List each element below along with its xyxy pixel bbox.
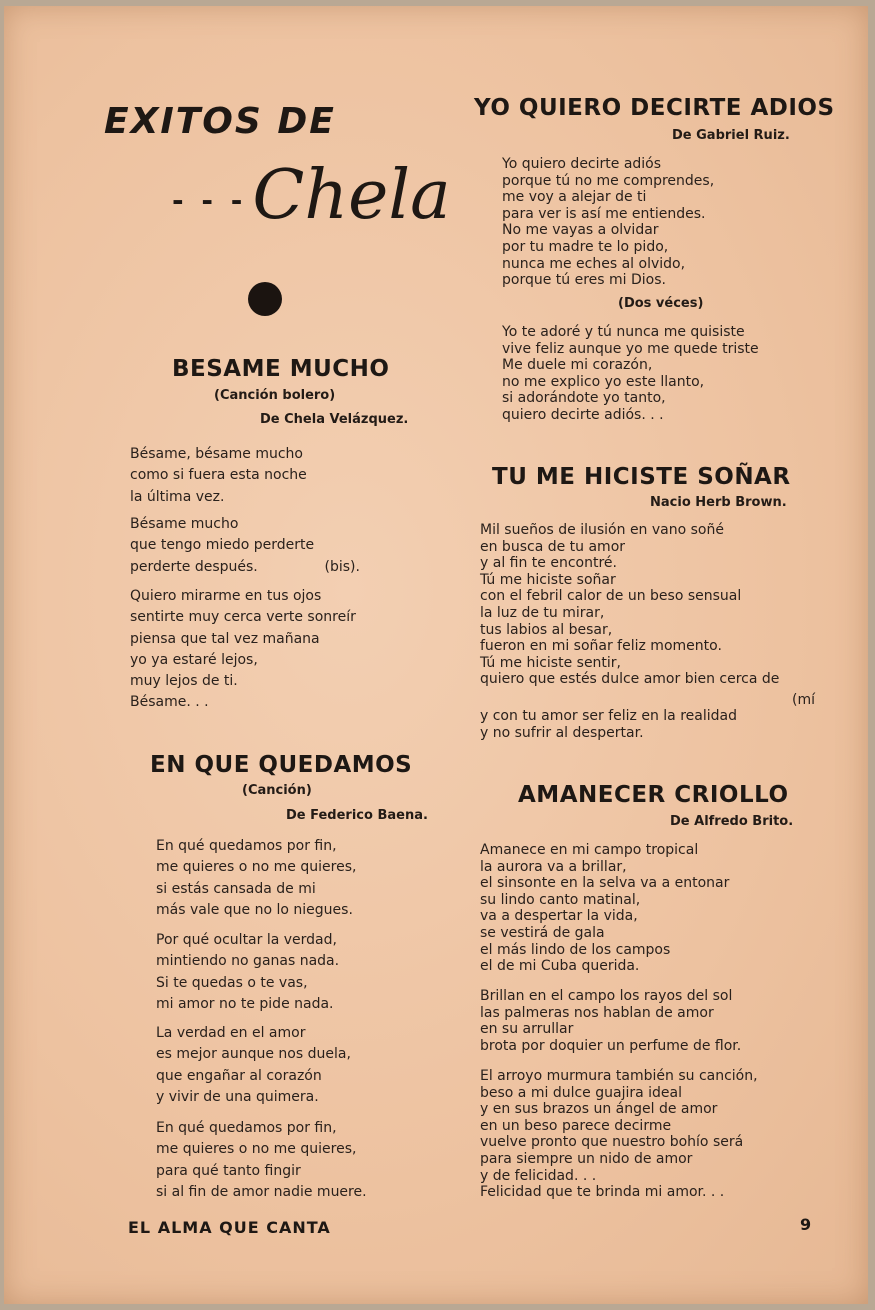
verse-besame-1: Bésame, bésame mucho como si fuera esta noche la última vez. (130, 446, 307, 505)
song-author-en-que-quedamos: De Federico Baena. (286, 808, 428, 823)
song-author-besame-mucho: De Chela Velázquez. (260, 412, 409, 427)
song-title-yo-quiero: YO QUIERO DECIRTE ADIOS (474, 95, 835, 121)
song-author-amanecer-criollo: De Alfredo Brito. (670, 814, 794, 829)
magazine-page (4, 6, 868, 1304)
verse-besame-3: Quiero mirarme en tus ojos sentirte muy cerca verte sonreír piensa que tal vez mañana yo ya estaré lejos, muy lejos de ti. Bésame. . . (130, 588, 356, 711)
verse-besame-2: Bésame mucho que tengo miedo perderte perderte después. (bis). (130, 516, 360, 575)
song-title-besame-mucho: BESAME MUCHO (172, 356, 390, 382)
verse-quedamos-2: Por qué ocultar la verdad, mintiendo no ganas nada. Si te quedas o te vas, mi amor no te pide nada. (156, 932, 340, 1012)
footer-publication-title: EL ALMA QUE CANTA (128, 1218, 331, 1237)
song-title-tu-me-hiciste: TU ME HICISTE SOÑAR (492, 464, 791, 490)
song-author-tu-me-hiciste: Nacio Herb Brown. (650, 495, 787, 510)
song-subtitle-besame-mucho: (Canción bolero) (214, 388, 336, 403)
page-number: 9 (800, 1215, 812, 1234)
song-author-yo-quiero: De Gabriel Ruiz. (672, 128, 790, 143)
header-dash: - - - (172, 184, 247, 217)
verse-sonar-1: Mil sueños de ilusión en vano soñé en busca de tu amor y al fin te encontré. Tú me hiciste soñar con el febril calor de un beso sensual la luz de tu mirar, tus labios al besar, fueron en mi soñar feliz momento. Tú me hiciste sentir, quiero que estés dulce amor bien cerca de (480, 522, 780, 688)
header-exitos: EXITOS DE (104, 101, 336, 142)
verse-amanecer-2: Brillan en el campo los rayos del sol las palmeras nos hablan de amor en su arrullar brota por doquier un perfume de flor. (480, 988, 742, 1054)
verse-amanecer-1: Amanece en mi campo tropical la aurora va a brillar, el sinsonte en la selva va a entonar su lindo canto matinal, va a despertar la vida, se vestirá de gala el más lindo de los campos el de mi Cuba querida. (480, 842, 730, 975)
verse-sonar-2: y con tu amor ser feliz en la realidad y no sufrir al despertar. (480, 708, 737, 741)
song-subtitle-en-que-quedamos: (Canción) (242, 783, 312, 798)
verse-quedamos-3: La verdad en el amor es mejor aunque nos duela, que engañar al corazón y vivir de una quimera. (156, 1025, 351, 1105)
verse-quedamos-4: En qué quedamos por fin, me quieres o no me quieres, para qué tanto fingir si al fin de amor nadie muere. (156, 1120, 367, 1200)
verse-amanecer-3: El arroyo murmura también su canción, beso a mi dulce guajira ideal y en sus brazos un ángel de amor en un beso parece decirme vuelve pronto que nuestro bohío será para siempre un nido de amor y de felicidad. . . Felicidad que te brinda mi amor. . . (480, 1068, 758, 1201)
verse-adios-2: Yo te adoré y tú nunca me quisiste vive feliz aunque yo me quede triste Me duele mi corazón, no me explico yo este llanto, si adorándote yo tanto, quiero decirte adiós. . . (502, 324, 759, 423)
verse-adios-1: Yo quiero decirte adiós porque tú no me comprendes, me voy a alejar de ti para ver is así me entiendes. No me vayas a olvidar por tu madre te lo pido, nunca me eches al olvido, porque tú eres mi Dios. (502, 156, 715, 289)
song-note-dos-veces: (Dos véces) (618, 296, 704, 311)
verse-quedamos-1: En qué quedamos por fin, me quieres o no me quieres, si estás cansada de mi más vale que no lo niegues. (156, 838, 357, 918)
song-title-en-que-quedamos: EN QUE QUEDAMOS (150, 752, 413, 778)
bullet-dot-icon (248, 282, 282, 316)
header-name: Chela (252, 156, 451, 235)
song-title-amanecer-criollo: AMANECER CRIOLLO (518, 782, 789, 808)
verse-sonar-runover: (mí (792, 692, 815, 708)
header-chela (172, 156, 451, 235)
